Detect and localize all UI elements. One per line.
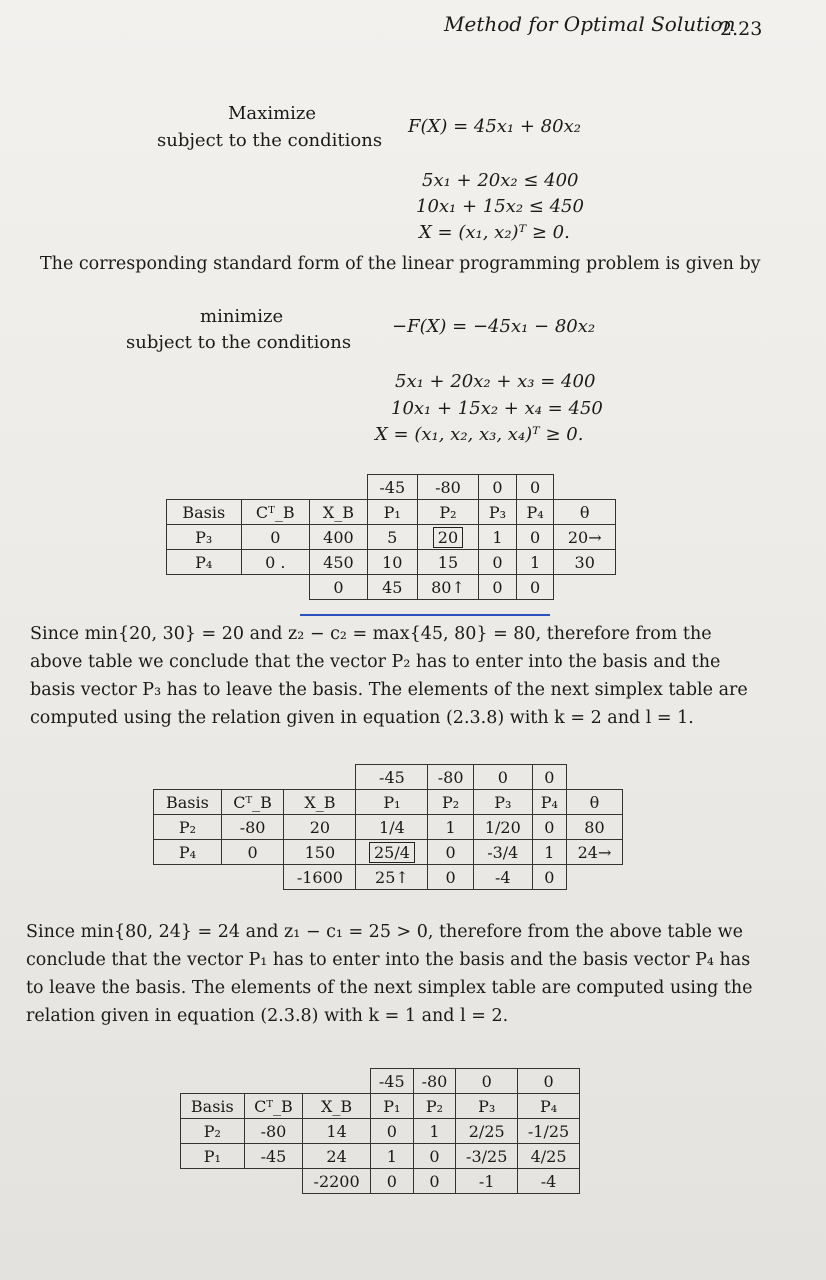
table-cell: 0 [516,575,554,600]
table-cell: -45 [244,1144,303,1169]
header-cell: θ [554,500,616,525]
pivot-value: 25/4 [369,842,415,863]
table-cell: 0 [532,815,566,840]
table-cell: P₂ [154,815,222,840]
table-cell: 5 [367,525,417,550]
pivot-cell [356,840,428,865]
table-cell: 20 [284,815,356,840]
table-cell: 24 [303,1144,371,1169]
paragraph-2: Since min{80, 24} = 24 and z₁ − c₁ = 25 > 0, therefore from the above table we conclude that the vector P₁ has to enter into the basis and the basis vector P₄ has to leave the basis. The elements of the next simplex table are computed using the relation given in equation (2.3.8) with k = 1 and l = 2. [26,922,753,1026]
table-header-row [167,500,616,525]
table-cell: 0 [516,525,554,550]
table-cell: 1 [479,525,517,550]
header-cell: P₁ [370,1094,413,1119]
running-header-title: Method for Optimal Solution [444,12,736,36]
table-cell: 25↑ [356,865,428,890]
table-cell: P₄ [154,840,222,865]
fraction-cell: -3/4 [473,840,532,865]
header-cell: Cᵀ_B [221,790,283,815]
cost-cell: -80 [428,765,474,790]
simplex-table-1 [166,474,616,600]
table-bottom-row [154,865,623,890]
header-cell: X_B [303,1094,371,1119]
cost-cell: 0 [479,475,517,500]
table-cell: 20→ [554,525,616,550]
standard-constraint-1: 5x₁ + 20x₂ + x₃ = 400 [395,371,596,392]
table-cell: 400 [310,525,368,550]
table-cell: 30 [554,550,616,575]
table-cell: 80↑ [417,575,478,600]
header-cell: P₄ [532,790,566,815]
header-cell: Basis [181,1094,245,1119]
table-cell: -4 [473,865,532,890]
fraction-cell: -3/25 [456,1144,518,1169]
cost-cell: 0 [473,765,532,790]
table-cell: 0 [413,1144,456,1169]
table-cell: 0 [479,550,517,575]
header-cell: X_B [310,500,368,525]
table-row [167,525,616,550]
cost-cell: 0 [532,765,566,790]
cost-cell: -45 [356,765,428,790]
table-cell: -80 [221,815,283,840]
simplex-table-3 [180,1068,580,1194]
table-cell: 0 [413,1169,456,1194]
table-cell: 1 [428,815,474,840]
cost-cell: -80 [413,1069,456,1094]
header-cell: Cᵀ_B [241,500,310,525]
table-cell: 0 [532,865,566,890]
table-cell: 1 [532,840,566,865]
constraint-3: X = (x₁, x₂)ᵀ ≥ 0. [419,222,570,243]
table-row [181,1119,580,1144]
paragraph-1: Since min{20, 30} = 20 and z₂ − c₂ = max{45, 80} = 80, therefore from the above table we conclude that the vector P₂ has to enter into the basis and the basis vector P₃ has to leave the basis. The elements of the next simplex table are computed using the relation given in equation (2.3.8) with k = 2 and l = 1. [30,624,748,728]
table-cell: -2200 [303,1169,371,1194]
cost-cell: -45 [367,475,417,500]
table-cell: P₁ [181,1144,245,1169]
constraint-1: 5x₁ + 20x₂ ≤ 400 [422,170,579,191]
header-cell: Cᵀ_B [244,1094,303,1119]
header-cell: Basis [154,790,222,815]
table-cell: 80 [566,815,622,840]
table-cell: 0 [428,840,474,865]
table-cell: 150 [284,840,356,865]
table-cell: 1 [516,550,554,575]
cost-cell: 0 [516,475,554,500]
header-cell: P₁ [367,500,417,525]
constraint-2: 10x₁ + 15x₂ ≤ 450 [416,196,584,217]
table-header-row [154,790,623,815]
table-cell: P₂ [181,1119,245,1144]
header-cell: P₂ [417,500,478,525]
header-cell: P₃ [473,790,532,815]
fraction-cell: 1/4 [356,815,428,840]
simplex-table-2 [153,764,623,890]
cost-cell: -80 [417,475,478,500]
maximize-label: Maximize [228,103,317,124]
standard-constraint-2: 10x₁ + 15x₂ + x₄ = 450 [391,398,603,419]
subject-to-label: subject to the conditions [157,130,383,151]
standard-form-intro: The corresponding standard form of the linear programming problem is given by [40,254,761,274]
table-cell: 0 [370,1119,413,1144]
header-cell: P₃ [479,500,517,525]
table-header-row [181,1094,580,1119]
subject-to-label-2: subject to the conditions [126,332,352,353]
table-cell: 14 [303,1119,371,1144]
minimize-label: minimize [200,306,284,327]
table-cell: -4 [518,1169,580,1194]
table-cell: 1 [413,1119,456,1144]
header-cell: P₄ [518,1094,580,1119]
pivot-value: 20 [433,527,463,548]
table-cell: -1 [456,1169,518,1194]
objective-function: F(X) = 45x₁ + 80x₂ [408,116,581,137]
standard-constraint-3: X = (x₁, x₂, x₃, x₄)ᵀ ≥ 0. [375,424,584,445]
table-cell: 0 [241,525,310,550]
pen-underline [300,614,550,616]
table-bottom-row [167,575,616,600]
cost-cell: 0 [518,1069,580,1094]
cost-cell: 0 [456,1069,518,1094]
table-cell: 10 [367,550,417,575]
header-cell: P₂ [428,790,474,815]
cost-cell: -45 [370,1069,413,1094]
table-row [181,1144,580,1169]
table-cell: 15 [417,550,478,575]
table-cell: -1600 [284,865,356,890]
header-cell: Basis [167,500,242,525]
fraction-cell: -1/25 [518,1119,580,1144]
header-cell: X_B [284,790,356,815]
header-cell: P₁ [356,790,428,815]
table-cell: 0 [479,575,517,600]
page-number: 2.23 [720,18,763,40]
table-cell: 0 [370,1169,413,1194]
table-cell: 0 [221,840,283,865]
table-row [154,840,623,865]
table-row [154,815,623,840]
table-cell: 0 [310,575,368,600]
pivot-cell [417,525,478,550]
table-cell: 0 [428,865,474,890]
table-cell: -80 [244,1119,303,1144]
fraction-cell: 4/25 [518,1144,580,1169]
standard-objective: −F(X) = −45x₁ − 80x₂ [392,316,596,337]
header-cell: P₂ [413,1094,456,1119]
table-row [167,550,616,575]
table-cell: P₃ [167,525,242,550]
fraction-cell: 1/20 [473,815,532,840]
header-cell: P₃ [456,1094,518,1119]
table-cell: 1 [370,1144,413,1169]
header-cell: P₄ [516,500,554,525]
table-cell: 450 [310,550,368,575]
table-cell: P₄ [167,550,242,575]
header-cell: θ [566,790,622,815]
table-cell: 0 . [241,550,310,575]
table-cell: 24→ [566,840,622,865]
fraction-cell: 2/25 [456,1119,518,1144]
table-cell: 45 [367,575,417,600]
table-bottom-row [181,1169,580,1194]
